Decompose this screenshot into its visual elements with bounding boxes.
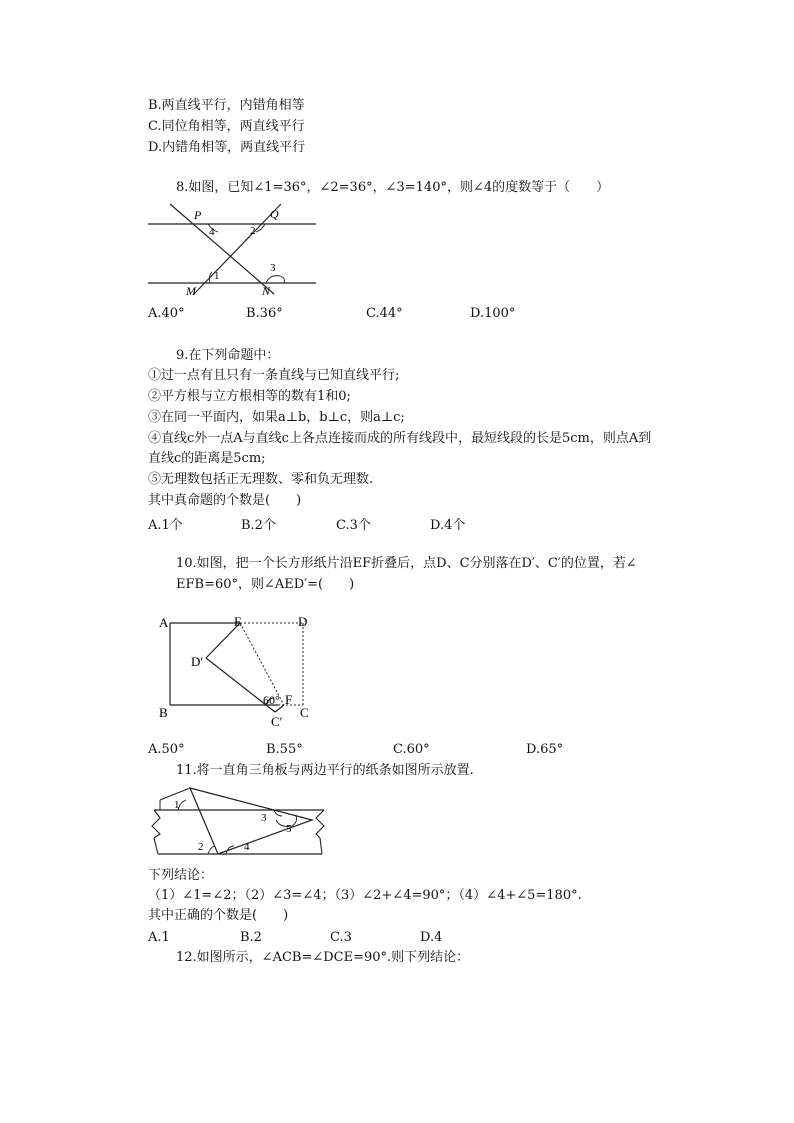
q8-angle-3: 3 [270,262,276,274]
q8-angle-4: 4 [209,226,215,238]
q11-conclusion-title: 下列结论： [148,868,214,883]
q8-option-d: D.100° [470,306,516,321]
q9-item-4-cont: 直线c的距离是5cm; [148,451,266,466]
q8-label-n: N [262,284,271,298]
q10-stem-line1: 10.如图，把一个长方形纸片沿EF折叠后，点D、C分别落在D′、C′的位置，若∠ [176,556,637,571]
q11-angle-4: 4 [244,841,250,853]
q11-angle-2: 2 [198,841,204,853]
q11-option-c: C.3 [330,930,352,945]
q8-angle-2: 2 [250,225,256,237]
q12-stem: 12.如图所示，∠ACB=∠DCE=90°.则下列结论： [176,950,470,965]
q8-angle-1: 1 [214,270,220,282]
q8-stem: 8.如图，已知∠1=36°，∠2=36°，∠3=140°，则∠4的度数等于（ ） [176,180,610,195]
q8-option-b: B.36° [246,306,283,321]
q10-option-c: C.60° [393,742,430,757]
q10-label-f: F [285,692,293,707]
q9-item-2: ②平方根与立方根相等的数有1和0; [148,389,351,404]
q10-label-c-prime: C′ [271,714,283,729]
q9-option-b: B.2个 [241,518,276,533]
q9-item-4: ④直线c外一点A与直线c上各点连接而成的所有线段中，最短线段的长是5cm，则点A到 [148,431,652,446]
q11-angle-5: 5 [286,823,292,835]
q8-option-a: A.40° [148,306,185,321]
q9-item-5: ⑤无理数包括正无理数、零和负无理数. [148,472,374,487]
q9-stem: 9.在下列命题中： [176,348,280,363]
q8-label-p: P [194,208,202,222]
q11-figure [146,786,326,858]
q8-label-q: Q [270,207,279,221]
q10-label-d: D [298,614,308,629]
q10-label-b: B [159,705,168,720]
q11-conclusions: （1）∠1=∠2；（2）∠3=∠4；（3）∠2+∠4=90°；（4）∠4+∠5=180°. [148,888,582,903]
q11-option-b: B.2 [240,930,262,945]
q11-option-d: D.4 [420,930,443,945]
q11-option-a: A.1 [148,930,170,945]
q11-angle-3: 3 [261,812,267,824]
q10-figure [154,612,324,734]
q7-option-c: C.同位角相等，两直线平行 [148,119,305,134]
q10-label-a: A [159,615,169,630]
q10-label-d-prime: D′ [191,654,204,669]
q10-label-e: E [234,614,242,629]
q11-stem: 11.将一直角三角板与两边平行的纸条如图所示放置. [176,763,474,778]
q11-question: 其中正确的个数是( ) [148,908,289,923]
q9-option-c: C.3个 [336,518,371,533]
q7-option-b: B.两直线平行，内错角相等 [148,98,305,113]
q9-option-d: D.4个 [430,518,466,533]
q10-stem-line2: EFB=60°，则∠AED′=( ) [176,577,355,592]
q10-label-c: C [300,705,309,720]
q9-item-3: ③在同一平面内，如果a⊥b，b⊥c，则a⊥c; [148,410,405,425]
q10-option-d: D.65° [526,742,564,757]
q8-option-c: C.44° [366,306,403,321]
q8-figure [146,198,318,298]
q7-option-d: D.内错角相等，两直线平行 [148,140,306,155]
q10-angle-60: 60° [263,693,280,707]
q10-option-b: B.55° [266,742,303,757]
q9-item-1: ①过一点有且只有一条直线与已知直线平行; [148,368,400,383]
q8-label-m: M [186,284,196,298]
q11-angle-1: 1 [174,799,180,811]
q9-option-a: A.1个 [148,518,183,533]
q9-question: 其中真命题的个数是( ) [148,493,302,508]
q10-option-a: A.50° [148,742,185,757]
